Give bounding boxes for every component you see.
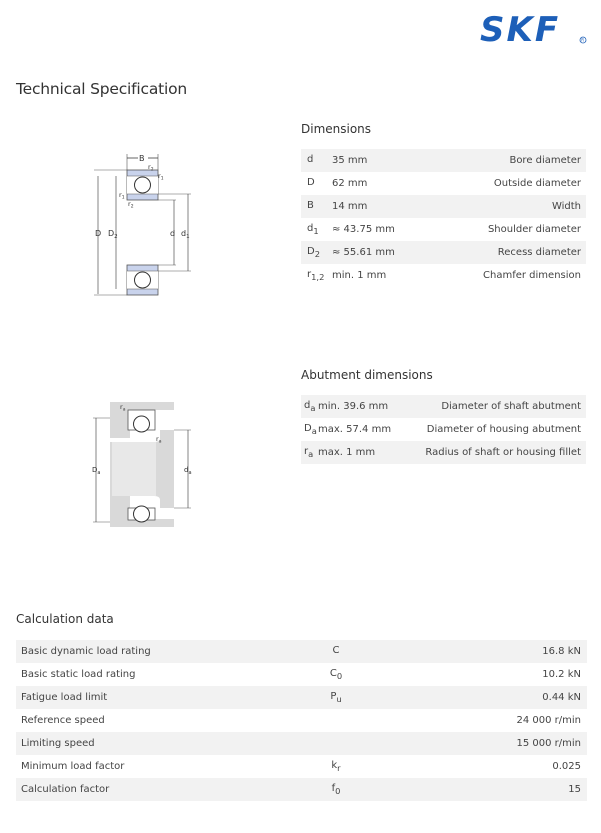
dimensions-title: Dimensions <box>301 122 372 136</box>
page-title: Technical Specification <box>16 80 188 98</box>
svg-text:ra: $r_a$ <box>120 403 126 413</box>
svg-text:r1: $r_1$ <box>119 191 125 201</box>
table-row: $d_1$ ≈ 43.75 mm Shoulder diameter <box>301 218 586 241</box>
table-row: Minimum load factor $k_r$ 0.025 <box>16 755 587 778</box>
bearing-dimensions-diagram <box>92 150 197 300</box>
svg-text:r1: $r_1$ <box>158 172 164 182</box>
table-row: d 35 mm Bore diameter <box>301 149 586 172</box>
svg-text:D: D <box>95 229 102 238</box>
logo-wordmark: SKF <box>480 13 561 45</box>
table-row: Limiting speed 15 000 r/min <box>16 732 587 755</box>
abutment-table <box>301 395 586 464</box>
table-row: B 14 mm Width <box>301 195 586 218</box>
svg-text:d1: $d_1$ <box>181 229 190 240</box>
svg-text:ra: $r_a$ <box>156 435 162 445</box>
calculation-title: Calculation data <box>16 612 114 626</box>
svg-text:r2: $r_2$ <box>148 163 154 173</box>
svg-text:da: $d_a$ <box>184 466 192 476</box>
table-row: Reference speed 24 000 r/min <box>16 709 587 732</box>
table-row: $r_{1,2}$ min. 1 mm Chamfer dimension <box>301 264 586 287</box>
abutment-title: Abutment dimensions <box>301 368 433 382</box>
svg-text:R: R <box>581 37 585 43</box>
svg-text:d: d <box>170 229 176 238</box>
svg-text:D2: $D_2$ <box>108 229 118 240</box>
table-row: Fatigue load limit $P_u$ 0.44 kN <box>16 686 587 709</box>
svg-text:B: B <box>139 154 145 163</box>
svg-text:Da: $D_a$ <box>92 466 101 476</box>
table-row: Calculation factor $f_0$ 15 <box>16 778 587 801</box>
table-row: D 62 mm Outside diameter <box>301 172 586 195</box>
table-row: Basic dynamic load rating C 16.8 kN <box>16 640 587 663</box>
table-row: $D_2$ ≈ 55.61 mm Recess diameter <box>301 241 586 264</box>
svg-text:r2: $r_2$ <box>128 200 134 210</box>
table-row: $r_a$ max. 1 mm Radius of shaft or housing fillet <box>301 441 586 464</box>
skf-logo <box>480 13 588 45</box>
table-row: $D_a$ max. 57.4 mm Diameter of housing abutment <box>301 418 586 441</box>
table-row: $d_a$ min. 39.6 mm Diameter of shaft abutment <box>301 395 586 418</box>
dimensions-table <box>301 149 586 287</box>
calculation-table <box>16 640 587 801</box>
abutment-diagram <box>88 396 198 541</box>
table-row: Basic static load rating $C_0$ 10.2 kN <box>16 663 587 686</box>
